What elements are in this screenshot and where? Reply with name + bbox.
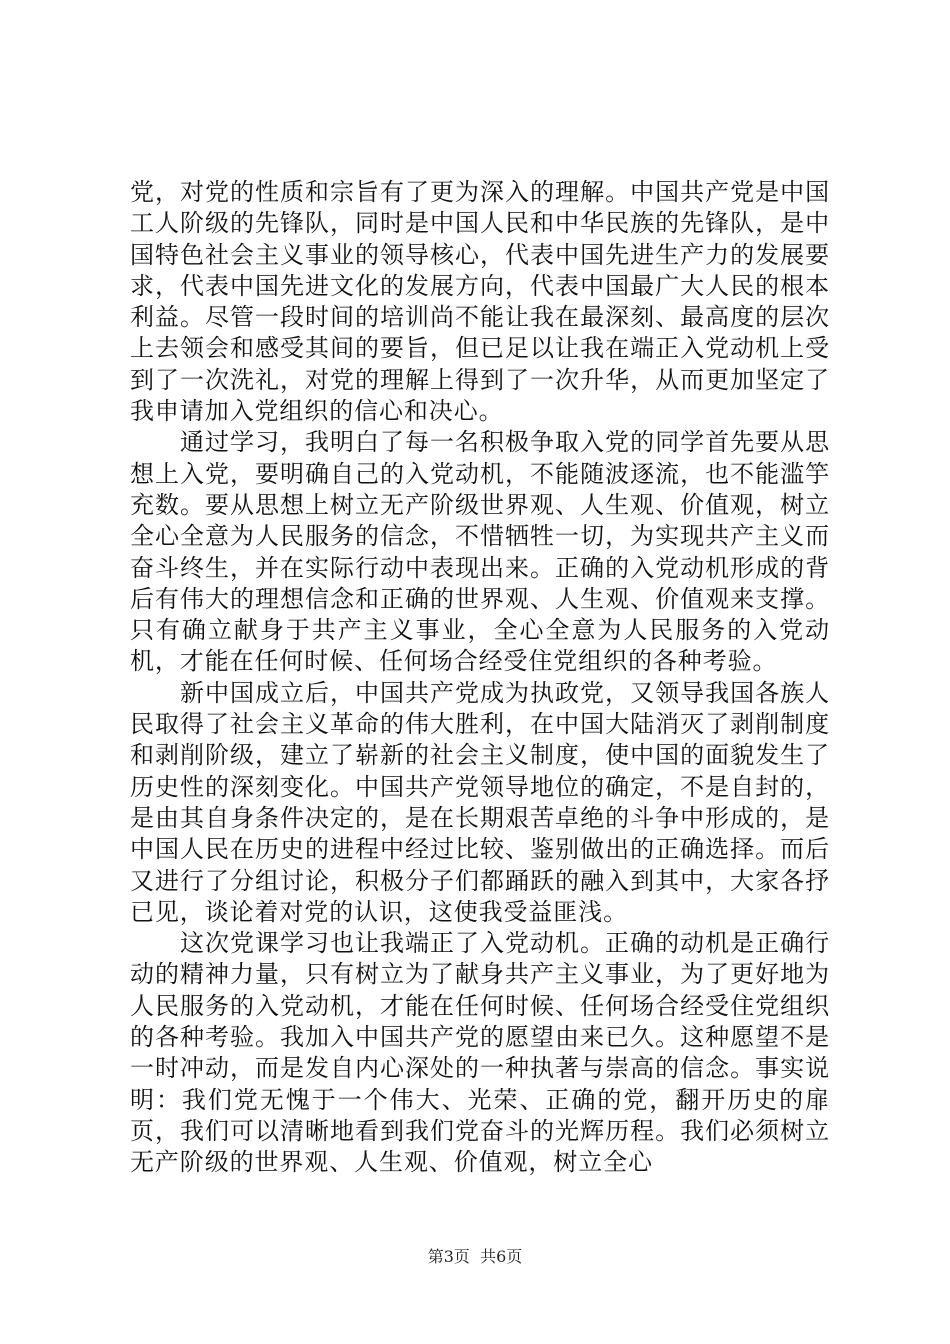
paragraph-1: 党，对党的性质和宗旨有了更为深入的理解。中国共产党是中国工人阶级的先锋队，同时是中国人民和中华民族的先锋队，是中国特色社会主义事业的领导核心，代表中国先进生产力的发展要求，代表中国先进文化的发展方向，代表中国最广大人民的根本利益。尽管一段时间的培训尚不能让我在最深刻、最高度的层次上去领会和感受其间的要旨，但已足以让我在端正入党动机上受到了一次洗礼，对党的理解上得到了一次升华，从而更加坚定了我申请加入党组织的信心和决心。 xyxy=(130,178,830,426)
paragraph-3: 新中国成立后，中国共产党成为执政党，又领导我国各族人民取得了社会主义革命的伟大胜利，在中国大陆消灭了剥削制度和剥削阶级，建立了崭新的社会主义制度，使中国的面貌发生了历史性的深刻变化。中国共产党领导地位的确定，不是自封的，是由其自身条件决定的，是在长期艰苦卓绝的斗争中形成的，是中国人民在历史的进程中经过比较、鉴别做出的正确选择。而后又进行了分组讨论，积极分子们都踊跃的融入到其中，大家各抒已见，谈论着对党的认识，这使我受益匪浅。 xyxy=(130,678,830,926)
paragraph-4: 这次党课学习也让我端正了入党动机。正确的动机是正确行动的精神力量，只有树立为了献身共产主义事业，为了更好地为人民服务的入党动机，才能在任何时候、任何场合经受住党组织的各种考验。我加入中国共产党的愿望由来已久。这种愿望不是一时冲动，而是发自内心深处的一种执著与崇高的信念。事实说明：我们党无愧于一个伟大、光荣、正确的党，翻开历史的扉页，我们可以清晰地看到我们党奋斗的光辉历程。我们必须树立无产阶级的世界观、人生观、价值观，树立全心 xyxy=(130,929,830,1177)
page-footer: 第3页 共6页 xyxy=(427,1247,523,1266)
document-body xyxy=(130,177,830,1179)
paragraph-2: 通过学习，我明白了每一名积极争取入党的同学首先要从思想上入党，要明确自己的入党动机，不能随波逐流，也不能滥竽充数。要从思想上树立无产阶级世界观、人生观、价值观，树立全心全意为人民服务的信念，不惜牺牲一切，为实现共产主义而奋斗终生，并在实际行动中表现出来。正确的入党动机形成的背后有伟大的理想信念和正确的世界观、人生观、价值观来支撑。只有确立献身于共产主义事业，全心全意为人民服务的入党动机，才能在任何时候、任何场合经受住党组织的各种考验。 xyxy=(130,428,830,676)
